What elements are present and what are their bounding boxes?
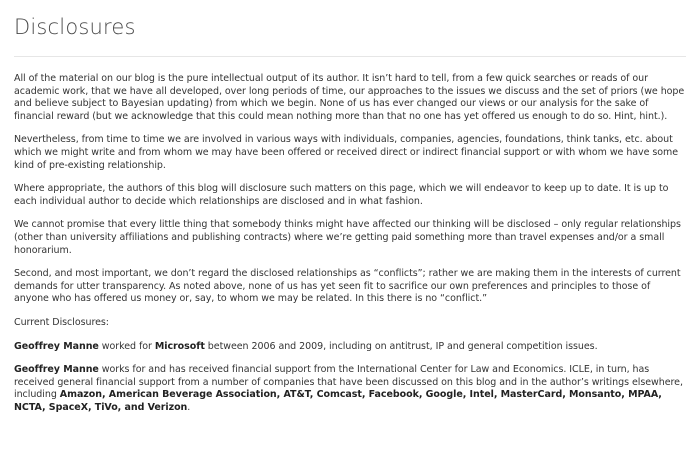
paragraph-no-conflict: Second, and most important, we don’t regard the disclosed relationships as “conflicts”; rather we are making them in the interests of current demands for utter transparency. As noted above, none of us has yet seen fit to sacrifice our own preferences and principles to those of anyone who has offered us money or, say, to whom we may be related. In this there is no “conflict.” [14,268,681,305]
disclosure-company: Microsoft [154,340,205,352]
disclosure-item [14,341,686,354]
disclosure-text: worked for [98,340,155,352]
disclosure-author: Geoffrey Manne [14,364,99,376]
page-title: Disclosures [14,15,136,39]
disclosure-author: Geoffrey Manne [14,340,99,352]
disclosure-text: between 2006 and 2009, including on antitrust, IP and general competition issues. [204,340,598,352]
disclosure-text: . [187,401,191,413]
disclosure-item [14,364,686,414]
page-content [14,57,686,414]
current-disclosures-heading: Current Disclosures: [14,316,109,328]
paragraph-scope: We cannot promise that every little thing that somebody thinks might have affected our thinking will be disclosed – only regular relationships (other than university affiliations and publishing contracts) where we’re getting paid something more than travel expenses and/or a small honorarium. [14,219,681,256]
paragraph-relationships: Nevertheless, from time to time we are involved in various ways with individuals, companies, agencies, foundations, think tanks, etc. about which we might write and from whom we may have been offered or received direct or indirect financial support or with whom we have some kind of pre-existing relationship. [14,134,679,171]
paragraph-authorship: All of the material on our blog is the pure intellectual output of its author. It isn’t hard to tell, from a few quick searches or reads of our academic work, that we have all developed, over long periods of time, our approaches to the issues we discuss and the set of priors (we hope and believe subject to Bayesian updating) from which we begin. None of us has ever changed our views or our analysis for the sake of financial reward (but we acknowledge that this could mean nothing more than that no one has yet offered us enough to do so. Hint, hint.). [14,73,685,122]
paragraph-disclosure-policy: Where appropriate, the authors of this blog will disclosure such matters on this page, which we will endeavor to keep up to date. It is up to each individual author to decide which relationships are disclosed and in what fashion. [14,183,669,207]
disclosure-companies: Amazon, American Beverage Association, AT&T, Comcast, Facebook, Google, Intel, MasterCard, Monsanto, MPAA, NCTA, SpaceX, TiVo, and Verizon [14,389,662,413]
disclosure-text: works for and has received financial support from the International Center for Law and Economics. ICLE, in turn, has received general financial support from a number of companies that have been discussed on this blog and in the author’s writings elsewhere, including [14,364,683,401]
title-bar [14,0,686,57]
